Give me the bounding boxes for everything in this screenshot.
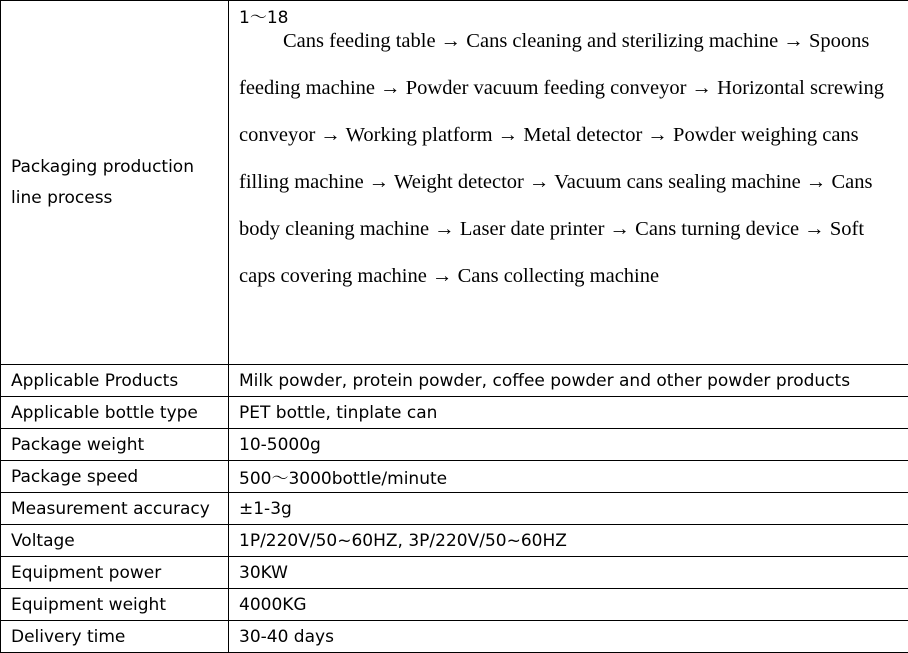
- row-value: Milk powder, protein powder, coffee powder and other powder products: [229, 365, 908, 397]
- row-label: Package speed: [1, 461, 229, 493]
- table-row: [1, 365, 908, 397]
- row-value: 30KW: [229, 557, 908, 589]
- row-value: 500～3000bottle/minute: [229, 461, 908, 493]
- table-row: [1, 461, 908, 493]
- row-label: Voltage: [1, 525, 229, 557]
- row-value: PET bottle, tinplate can: [229, 397, 908, 429]
- table-row: [1, 621, 908, 653]
- table-row: [1, 493, 908, 525]
- row-value: 4000KG: [229, 589, 908, 621]
- table-row-process: [1, 1, 908, 365]
- row-label: Applicable Products: [1, 365, 229, 397]
- table-row: [1, 429, 908, 461]
- row-label: Packaging production line process: [1, 1, 229, 365]
- row-label: Measurement accuracy: [1, 493, 229, 525]
- table-row: [1, 589, 908, 621]
- row-value: [229, 1, 908, 365]
- row-value: 1P/220V/50~60HZ, 3P/220V/50~60HZ: [229, 525, 908, 557]
- table-row: [1, 557, 908, 589]
- table-row: [1, 525, 908, 557]
- process-description: Cans feeding table → Cans cleaning and sterilizing machine → Spoons feeding machine → Powder vacuum feeding conveyor → Horizontal screwing conveyor → Working platform → Metal detector → Powder weighing cans filling machine → Weight detector → Vacuum cans sealing machine → Cans body cleaning machine → Laser date printer → Cans turning device → Soft caps covering machine → Cans collecting machine: [239, 18, 898, 300]
- row-label: Equipment weight: [1, 589, 229, 621]
- process-step-range: 1～18: [239, 7, 898, 30]
- row-label: Delivery time: [1, 621, 229, 653]
- row-value: ±1-3g: [229, 493, 908, 525]
- row-value: 30-40 days: [229, 621, 908, 653]
- row-value: 10-5000g: [229, 429, 908, 461]
- row-label: Package weight: [1, 429, 229, 461]
- row-label: Equipment power: [1, 557, 229, 589]
- table-row: [1, 397, 908, 429]
- row-label: Applicable bottle type: [1, 397, 229, 429]
